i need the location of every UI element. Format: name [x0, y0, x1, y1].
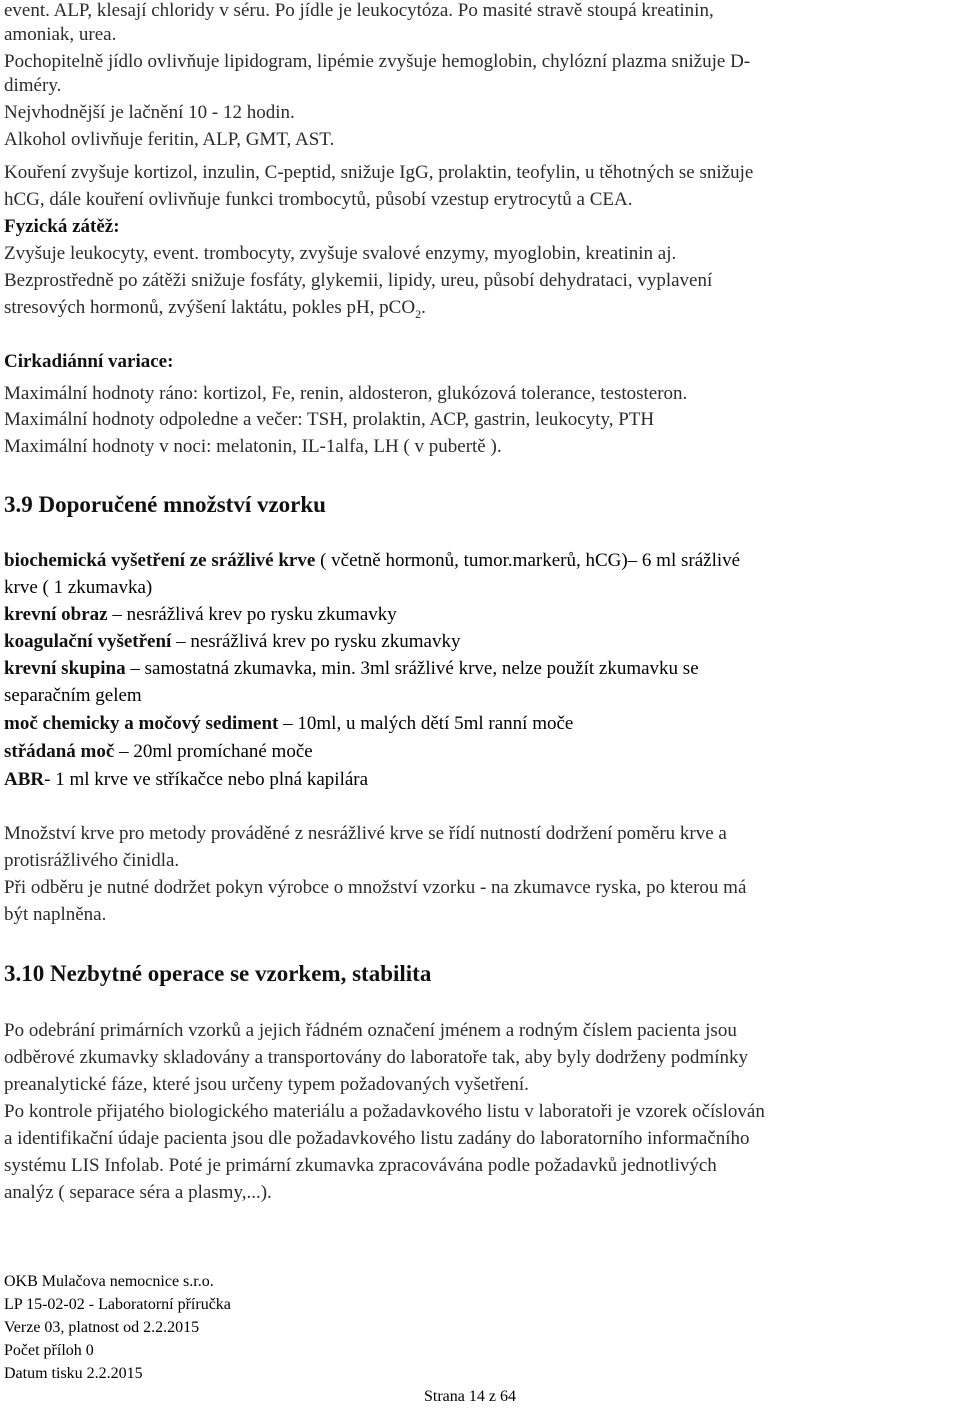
text-line: Bezprostředně po zátěži snižuje fosfáty, glykemii, lipidy, ureu, působí dehydrataci, vyplavení — [4, 270, 713, 291]
text-line: preanalytické fáze, které jsou určeny typem požadovaných vyšetření. — [4, 1074, 529, 1095]
text-line: Nejvhodnější je lačnění 10 - 12 hodin. — [4, 102, 295, 123]
sample-item: krevní skupina – samostatná zkumavka, min. 3ml srážlivé krve, nelze použít zkumavku se — [4, 658, 699, 679]
text-line: protisrážlivého činidla. — [4, 850, 180, 871]
text-line: Po odebrání primárních vzorků a jejich řádném označení jménem a rodným číslem pacienta jsou — [4, 1020, 737, 1041]
text-line: stresových hormonů, zvýšení laktátu, pokles pH, pCO$_2$. — [4, 297, 426, 321]
text-line: diméry. — [4, 75, 62, 96]
sample-item: biochemická vyšetření ze srážlivé krve ( včetně hormonů, tumor.markerů, hCG)– 6 ml srážlivé — [4, 550, 741, 571]
text-line: Maximální hodnoty odpoledne a večer: TSH, prolaktin, ACP, gastrin, leukocyty, PTH — [4, 409, 655, 430]
text-line: odběrové zkumavky skladovány a transportovány do laboratoře tak, aby byly dodrženy podmínky — [4, 1047, 748, 1068]
sample-item: separačním gelem — [4, 685, 142, 706]
section-heading-3-10: 3.10 Nezbytné operace se vzorkem, stabilita — [4, 961, 432, 986]
text-line: hCG, dále kouření ovlivňuje funkci trombocytů, působí vzestup erytrocytů a CEA. — [4, 189, 633, 210]
text-line: Maximální hodnoty ráno: kortizol, Fe, renin, aldosteron, glukózová tolerance, testosteron. — [4, 383, 688, 404]
text-line: Alkohol ovlivňuje feritin, ALP, GMT, AST. — [4, 129, 335, 150]
text-line: Při odběru je nutné dodržet pokyn výrobce o množství vzorku - na zkumavce ryska, po kterou má — [4, 877, 747, 898]
text-line: event. ALP, klesají chloridy v séru. Po jídle je leukocytóza. Po masité stravě stoupá kreatinin, — [4, 0, 714, 21]
footer-attachments: Počet příloh 0 — [4, 1342, 94, 1359]
sample-item: krevní obraz – nesrážlivá krev po rysku zkumavky — [4, 604, 397, 625]
sample-item: ABR- 1 ml krve ve stříkačce nebo plná kapilára — [4, 769, 369, 790]
page-number: Strana 14 z 64 — [424, 1388, 516, 1405]
footer-org: OKB Mulačova nemocnice s.r.o. — [4, 1273, 214, 1290]
text-line: Maximální hodnoty v noci: melatonin, IL-1alfa, LH ( v pubertě ). — [4, 436, 502, 457]
section-heading-3-9: 3.9 Doporučené množství vzorku — [4, 492, 326, 517]
sample-item: krve ( 1 zkumavka) — [4, 577, 153, 598]
footer-doc: LP 15-02-02 - Laboratorní příručka — [4, 1296, 231, 1313]
footer-version: Verze 03, platnost od 2.2.2015 — [4, 1319, 200, 1336]
sample-item: koagulační vyšetření – nesrážlivá krev po rysku zkumavky — [4, 631, 461, 652]
text-line: Pochopitelně jídlo ovlivňuje lipidogram, lipémie zvyšuje hemoglobin, chylózní plazma snižuje D- — [4, 51, 751, 72]
subheading-exercise: Fyzická zátěž: — [4, 216, 120, 237]
text-line: a identifikační údaje pacienta jsou dle požadavkového listu zadány do laboratorního informačního — [4, 1128, 750, 1149]
sample-item: moč chemicky a močový sediment – 10ml, u malých dětí 5ml ranní moče — [4, 713, 574, 734]
text-line: systému LIS Infolab. Poté je primární zkumavka zpracovávána podle požadavků jednotlivých — [4, 1155, 717, 1176]
sample-item: střádaná moč – 20ml promíchané moče — [4, 741, 313, 762]
text-line: Zvyšuje leukocyty, event. trombocyty, zvyšuje svalové enzymy, myoglobin, kreatinin aj. — [4, 243, 677, 264]
footer-print-date: Datum tisku 2.2.2015 — [4, 1365, 143, 1382]
text-line: analýz ( separace séra a plasmy,...). — [4, 1182, 272, 1203]
text-line: být naplněna. — [4, 904, 107, 925]
text-line: Množství krve pro metody prováděné z nesrážlivé krve se řídí nutností dodržení poměru krve a — [4, 823, 727, 844]
text-line: amoniak, urea. — [4, 24, 117, 45]
subheading-circadian: Cirkadiánní variace: — [4, 351, 174, 372]
text-line: Kouření zvyšuje kortizol, inzulin, C-peptid, snižuje IgG, prolaktin, teofylin, u těhotných se snižuje — [4, 162, 754, 183]
text-line: Po kontrole přijatého biologického materiálu a požadavkového listu v laboratoři je vzorek očíslován — [4, 1101, 765, 1122]
